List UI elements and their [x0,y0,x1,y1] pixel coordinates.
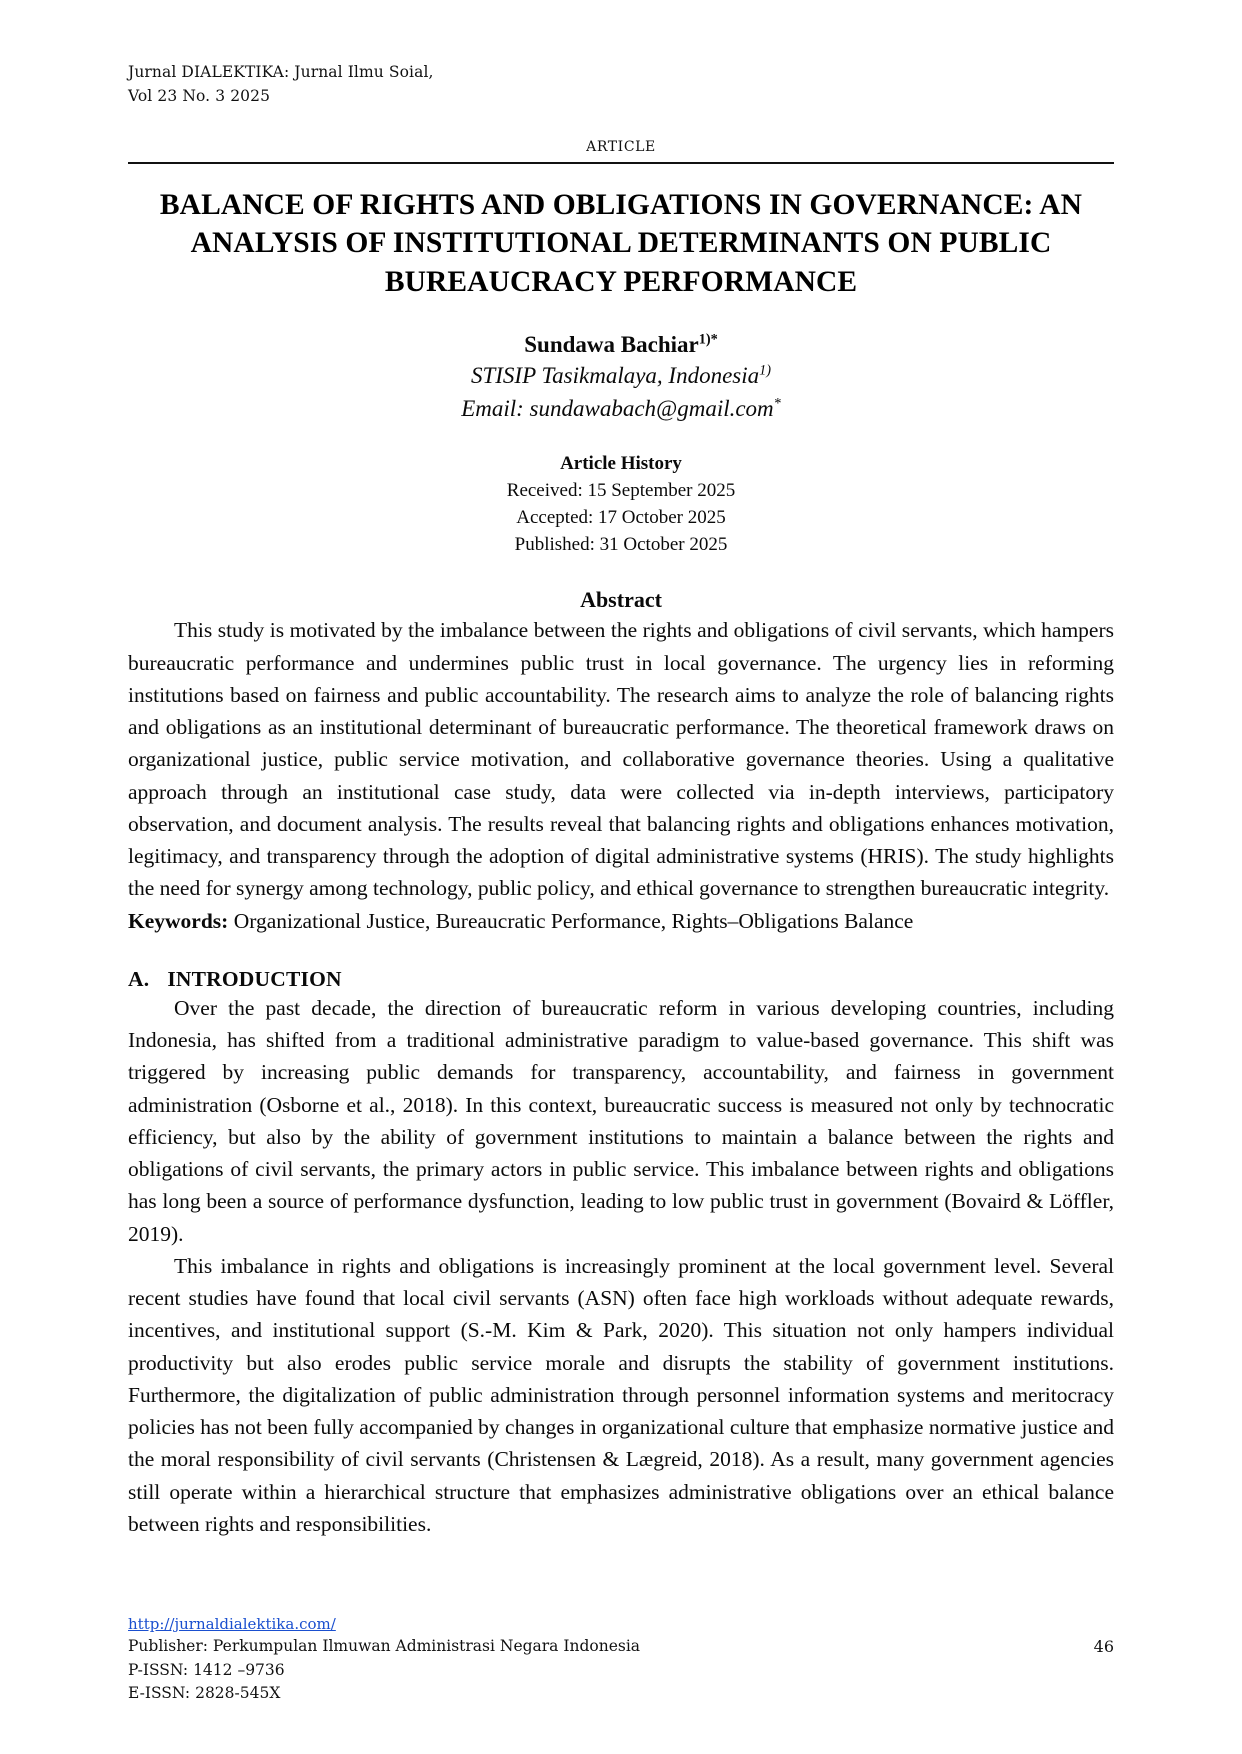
author-email [128,393,1114,426]
article-history [128,451,1114,559]
keywords-line [128,905,1114,937]
author-name [128,329,1114,360]
header-divider [128,162,1114,164]
author-name-superscript: 1)* [698,331,718,348]
introduction-paragraph-2: This imbalance in rights and obligations is increasingly prominent at the local government level. Several recent studies have found that local civil servants (ASN) often face high workloads without adequate rewards, incentives, and institutional support (S.-M. Kim & Park, 2020). This situation not only hampers individual productivity but also erodes public service morale and disrupts the stability of government institutions. Furthermore, the digitalization of public administration through personnel information systems and meritocracy policies has not been fully accompanied by changes in organizational culture that emphasize normative justice and the moral responsibility of civil servants (Christensen & Lægreid, 2018). As a result, many government agencies still operate within a hierarchical structure that emphasizes administrative obligations over an ethical balance between rights and responsibilities. [128,1253,1114,1536]
running-head-line-2: Vol 23 No. 3 2025 [128,87,271,106]
article-type-label: ARTICLE [586,139,656,156]
article-history-published: Published: 31 October 2025 [514,534,728,556]
footer-p-issn: P-ISSN: 1412 –9736 [128,1660,285,1679]
page-title: BALANCE OF RIGHTS AND OBLIGATIONS IN GOVERNANCE: AN ANALYSIS OF INSTITUTIONAL DETERMINANTS ON PUBLIC BUREAUCRACY PERFORMANCE [159,189,1083,298]
running-head-line-1: Jurnal DIALEKTIKA: Jurnal Ilmu Soial, [128,63,434,81]
email-superscript: * [773,395,781,412]
section-title: INTRODUCTION [167,966,342,991]
article-label-wrapper [128,138,1114,156]
running-head [128,60,1114,108]
affiliation-superscript: 1) [759,362,771,379]
footer-e-issn: E-ISSN: 2828-545X [128,1684,281,1703]
author-block [128,329,1114,425]
footer-publisher: Publisher: Perkumpulan Ilmuwan Administrasi Negara Indonesia [128,1637,641,1656]
article-history-accepted: Accepted: 17 October 2025 [516,507,726,529]
author-affiliation [128,360,1114,393]
abstract-heading: Abstract [580,587,662,613]
page-number: 46 [1093,1637,1114,1657]
introduction-paragraph-1: Over the past decade, the direction of bureaucratic reform in various developing countries, including Indonesia, has shifted from a traditional administrative paradigm to value-based governance. This shift was triggered by increasing public demands for transparency, accountability, and fairness in government administration (Osborne et al., 2018). In this context, bureaucratic success is measured not only by technocratic efficiency, but also by the ability of government institutions to maintain a balance between the rights and obligations of civil servants, the primary actors in public service. This imbalance between rights and obligations has long been a source of performance dysfunction, leading to low public trust in government (Bovaird & Löffler, 2019). [128,995,1114,1246]
abstract-text: This study is motivated by the imbalance between the rights and obligations of civil servants, which hampers bureaucratic performance and undermines public trust in local governance. The urgency lies in reforming institutions based on fairness and public accountability. The research aims to analyze the role of balancing rights and obligations as an institutional determinant of bureaucratic performance. The theoretical framework draws on organizational justice, public service motivation, and collaborative governance theories. Using a qualitative approach through an institutional case study, data were collected via in-depth interviews, participatory observation, and document analysis. The results reveal that balancing rights and obligations enhances motivation, legitimacy, and transparency through the adoption of digital administrative systems (HRIS). The study highlights the need for synergy among technology, public policy, and ethical governance to strengthen bureaucratic integrity. [128,618,1114,901]
keywords-value: Organizational Justice, Bureaucratic Performance, Rights–Obligations Balance [228,908,914,933]
author-name-text: Sundawa Bachiar [524,332,699,358]
affiliation-text: STISIP Tasikmalaya, Indonesia [470,363,760,389]
section-heading-introduction [128,967,1114,992]
article-history-heading: Article History [560,453,682,475]
section-letter: A. [128,966,150,991]
footer-imprint [128,1635,1114,1706]
email-text: Email: sundawabach@gmail.com [461,395,774,421]
article-history-received: Received: 15 September 2025 [506,480,736,502]
page-footer [128,1614,1114,1706]
keywords-label: Keywords: [128,908,229,933]
journal-url-link[interactable]: http://jurnaldialektika.com/ [128,1615,336,1634]
